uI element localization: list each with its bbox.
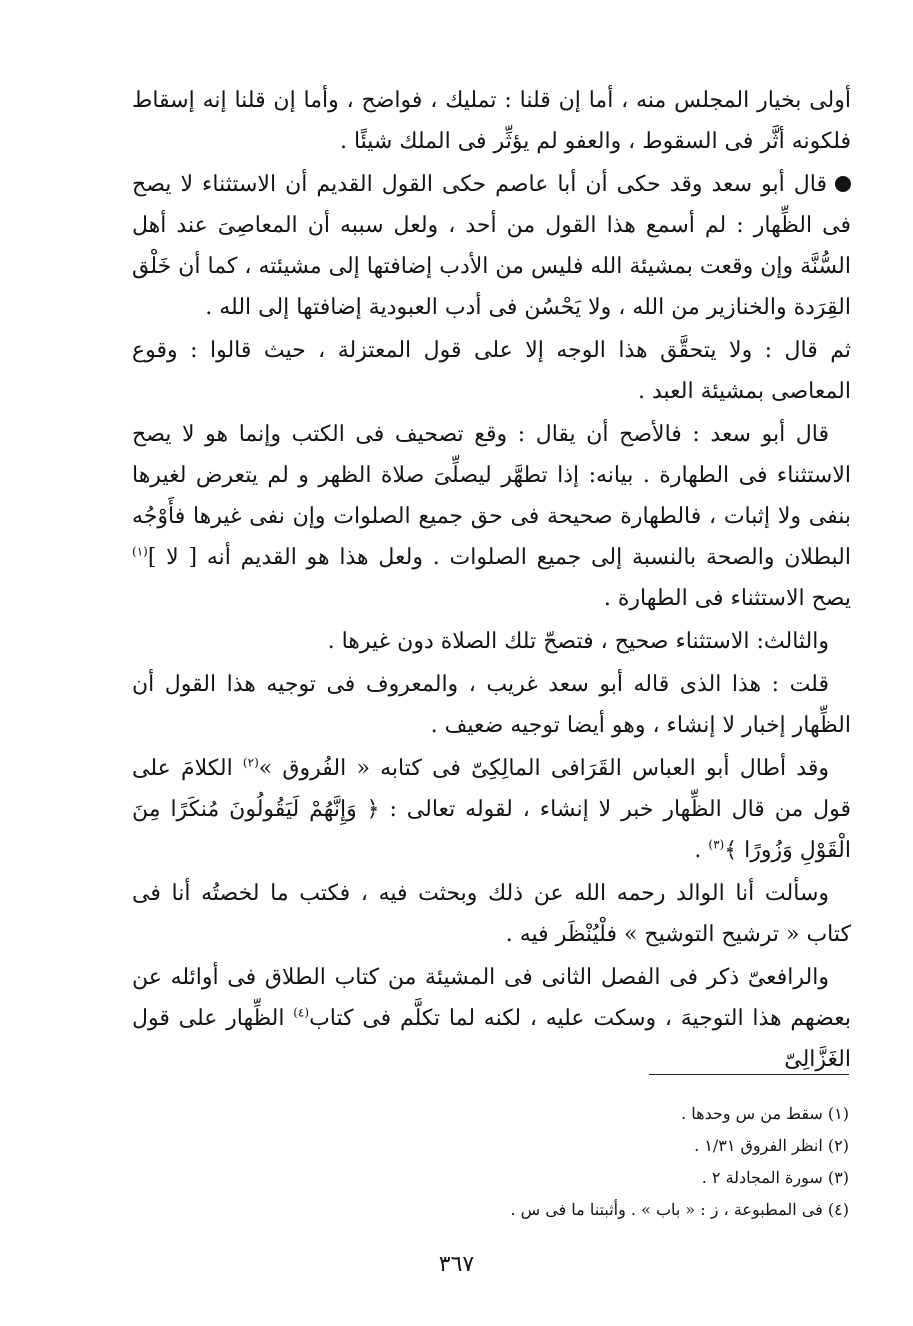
footnote-2: (٢) انظر الفروق ١/٣١ . (694, 1136, 849, 1155)
paragraph-4-text-after: يصح الاستثناء فى الطهارة . (603, 586, 851, 611)
paragraph-3 (132, 330, 851, 412)
paragraph-6 (132, 664, 851, 746)
footnote-ref-3: (٣) (708, 837, 725, 852)
footnote-ref-2: (٢) (242, 755, 259, 770)
paragraph-6-text: قلت : هذا الذى قاله أبو سعد غريب ، والمعروف فى توجيه هذا القول أن الظِّهار إخبار لا إنشاء ، وهو أيضا توجيه ضعيف . (132, 672, 851, 738)
footnote-1: (١) سقط من س وحدها . (681, 1104, 849, 1123)
paragraph-3-text: ثم قال : ولا يتحقَّق هذا الوجه إلا على قول المعتزلة ، حيث قالوا : وقوع المعاصى بمشيئة العبد . (132, 338, 851, 404)
paragraph-9-text-before: والرافعىّ ذكر فى الفصل الثانى فى المشيئة من كتاب الطلاق فى أوائله عن بعضهم هذا التوجيهَ ، وسكت عليه ، لكنه لما تكلَّم فى كتاب (132, 965, 851, 1031)
paragraph-7-text-before: وقد أطال أبو العباس القَرَافى المالِكِىّ فى كتابه « الفُروق » (258, 756, 829, 781)
footnote-4: (٤) فى المطبوعة ، ز : « باب » . وأثبتنا ما فى س . (510, 1200, 849, 1219)
paragraph-7-text-after: . (694, 838, 709, 863)
page-number: ٣٦٧ (438, 1252, 475, 1277)
paragraph-1 (132, 80, 851, 162)
filled-circle-bullet-icon (835, 176, 851, 192)
paragraph-2 (132, 164, 851, 328)
footnote-ref-4: (٤) (293, 1005, 310, 1020)
paragraph-9 (132, 957, 851, 1080)
paragraph-4 (132, 414, 851, 619)
paragraph-2-text: قال أبو سعد وقد حكى أن أبا عاصم حكى القول القديم أن الاستثناء لا يصح فى الظِّهار : لم أسمع هذا القول من أحد ، ولعل سببه أن المعاصِىَ عند أهل السُّنَّة وإن وقعت بمشيئة الله فليس من الأدب إضافتها إلى مشيئته ، كما أن خَلْق القِرَدة والخنازير من الله ، ولا يَحْسُن فى أدب العبودية إضافتها إلى الله . (132, 172, 851, 320)
paragraph-5-text: والثالث: الاستثناء صحيح ، فتصحّ تلك الصلاة دون غيرها . (327, 629, 829, 654)
main-text (132, 80, 851, 1082)
paragraph-9-text-after: الظِّهار على قول الغَزَّالِىّ (132, 1006, 851, 1072)
paragraph-7 (132, 748, 851, 871)
paragraph-7-text-middle: الكلامَ على قول من قال الظِّهار خبر لا إنشاء ، لقوله تعالى : ﴿ وَإِنَّهُمْ لَيَقُولُونَ مُنكَرًا مِنَ الْقَوْلِ وَزُورًا ﴾ (132, 756, 851, 863)
footnote-separator (649, 1074, 849, 1075)
footnote-3: (٣) سورة المجادلة ٢ . (701, 1168, 849, 1187)
paragraph-8-text: وسألت أنا الوالد رحمه الله عن ذلك وبحثت فيه ، فكتب ما لخصتُه أنا فى كتاب « ترشيح التوشيح » فلْيُنْظَر فيه . (132, 881, 851, 947)
paragraph-1-text: أولى بخيار المجلس منه ، أما إن قلنا : تمليك ، فواضح ، وأما إن قلنا إنه إسقاط فلكونه أثَّر فى السقوط ، والعفو لم يؤثِّر فى الملك شيئًا . (132, 88, 851, 154)
paragraph-4-text-before: قال أبو سعد : فالأصح أن يقال : وقع تصحيف فى الكتب وإنما هو لا يصح الاستثناء فى الطهارة . بيانه: إذا تطهَّر ليصلِّىَ صلاة الظهر و لم يتعرض لغيرها بنفى ولا إثبات ، فالطهارة صحيحة فى حق جميع الصلوات وإن نفى غيرها فأَوْجُه البطلان والصحة بالنسبة إلى جميع الصلوات . ولعل هذا هو القديم أنه [ لا ] (132, 422, 851, 570)
paragraph-8 (132, 873, 851, 955)
paragraph-5 (132, 621, 851, 662)
footnote-ref-1: (١) (132, 544, 148, 559)
footnotes (132, 1098, 849, 1226)
